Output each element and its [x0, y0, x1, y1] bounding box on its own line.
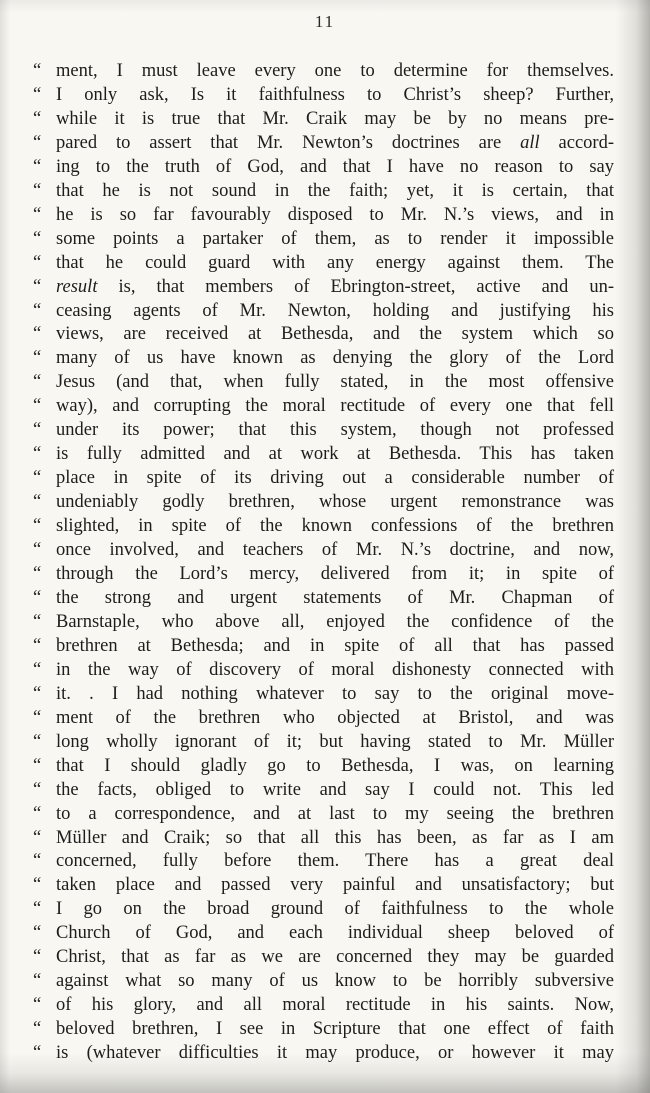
text-line: [33, 443, 614, 467]
text-line: [33, 874, 614, 898]
text-line: [33, 323, 614, 347]
text-line: [33, 515, 614, 539]
line-text: concerned, fully before them. There has a great deal: [56, 851, 614, 872]
quote-mark: “: [33, 276, 42, 297]
line-text: place in spite of its driving out a considerable number of: [56, 468, 614, 489]
text-line: [33, 252, 614, 276]
line-text: long wholly ignorant of it; but having stated to Mr. Müller: [56, 731, 614, 752]
line-text: of his glory, and all moral rectitude in his saints. Now,: [56, 995, 614, 1016]
quote-mark: “: [33, 180, 42, 201]
text-line: [33, 994, 614, 1018]
line-text: slighted, in spite of the known confessions of the brethren: [56, 516, 614, 537]
text-line: [33, 898, 614, 922]
line-text: ment, I must leave every one to determine for themselves.: [56, 61, 614, 81]
quote-mark: “: [33, 228, 42, 249]
text-line: [33, 563, 614, 587]
quote-mark: “: [33, 947, 42, 968]
quote-mark: “: [33, 875, 42, 896]
line-text: that he could guard with any energy against them. The: [56, 252, 614, 273]
text-line: [33, 300, 614, 324]
quote-mark: “: [33, 396, 42, 417]
quote-mark: “: [33, 1019, 42, 1040]
text-block: [33, 60, 614, 1066]
line-text: Müller and Craik; so that all this has been, as far as I am: [56, 827, 614, 848]
text-line: [33, 276, 614, 300]
quote-mark: “: [33, 156, 42, 177]
quote-mark: “: [33, 468, 42, 489]
line-text: under its power; that this system, though not professed: [56, 420, 614, 441]
quote-mark: “: [33, 564, 42, 585]
line-text: Barnstaple, who above all, enjoyed the confidence of the: [56, 611, 614, 632]
quote-mark: “: [33, 755, 42, 776]
quote-mark: “: [33, 851, 42, 872]
quote-mark: “: [33, 444, 42, 465]
line-text: pared to assert that Mr. Newton’s doctrines are all accord-: [56, 132, 614, 153]
quote-mark: “: [33, 971, 42, 992]
line-text: ing to the truth of God, and that I have no reason to say: [56, 156, 614, 177]
quote-mark: “: [33, 540, 42, 561]
line-text: the strong and urgent statements of Mr. Chapman of: [56, 587, 614, 608]
line-text: is fully admitted and at work at Bethesda. This has taken: [56, 444, 614, 465]
text-line: [33, 827, 614, 851]
text-line: [33, 539, 614, 563]
quote-mark: “: [33, 803, 42, 824]
quote-mark: “: [33, 204, 42, 225]
text-line: [33, 60, 614, 84]
text-line: [33, 803, 614, 827]
line-text: brethren at Bethesda; and in spite of all that has passed: [56, 635, 614, 656]
text-line: [33, 419, 614, 443]
text-line: [33, 970, 614, 994]
text-line: [33, 467, 614, 491]
quote-mark: “: [33, 1043, 42, 1064]
quote-mark: “: [33, 635, 42, 656]
quote-mark: “: [33, 779, 42, 800]
line-text: I only ask, Is it faithfulness to Christ’s sheep? Further,: [56, 84, 614, 105]
quote-mark: “: [33, 84, 42, 105]
quote-mark: “: [33, 827, 42, 848]
line-text: undeniably godly brethren, whose urgent remonstrance was: [56, 492, 614, 513]
text-line: [33, 922, 614, 946]
quote-mark: “: [33, 516, 42, 537]
line-text: he is so far favourably disposed to Mr. N.’s views, and in: [56, 204, 614, 225]
line-text: Jesus (and that, when fully stated, in the most offensive: [56, 372, 614, 393]
quote-mark: “: [33, 348, 42, 369]
line-text: that he is not sound in the faith; yet, it is certain, that: [56, 180, 614, 201]
line-text: I go on the broad ground of faithfulness to the whole: [56, 899, 614, 920]
line-text: ment of the brethren who objected at Bristol, and was: [56, 707, 614, 728]
line-text: views, are received at Bethesda, and the system which so: [56, 324, 614, 345]
text-line: [33, 731, 614, 755]
quote-mark: “: [33, 132, 42, 153]
text-line: [33, 84, 614, 108]
text-line: [33, 132, 614, 156]
text-line: [33, 491, 614, 515]
quote-mark: “: [33, 707, 42, 728]
text-line: [33, 228, 614, 252]
text-line: [33, 156, 614, 180]
line-text: once involved, and teachers of Mr. N.’s doctrine, and now,: [56, 540, 614, 561]
text-line: [33, 850, 614, 874]
quote-mark: “: [33, 492, 42, 513]
line-text: beloved brethren, I see in Scripture that one effect of faith: [56, 1019, 614, 1040]
quote-mark: “: [33, 659, 42, 680]
text-line: [33, 755, 614, 779]
text-line: [33, 108, 614, 132]
text-line: [33, 611, 614, 635]
line-text: some points a partaker of them, as to render it impossible: [56, 228, 614, 249]
text-line: [33, 395, 614, 419]
quote-mark: “: [33, 587, 42, 608]
text-line: [33, 946, 614, 970]
line-text: taken place and passed very painful and unsatisfactory; but: [56, 875, 614, 896]
line-text: in the way of discovery of moral dishonesty connected with: [56, 659, 614, 680]
line-text: many of us have known as denying the glory of the Lord: [56, 348, 614, 369]
line-text: result is, that members of Ebrington-street, active and un-: [56, 276, 614, 297]
line-text: Church of God, and each individual sheep beloved of: [56, 923, 614, 944]
line-text: the facts, obliged to write and say I could not. This led: [56, 779, 614, 800]
quote-mark: “: [33, 731, 42, 752]
line-text: to a correspondence, and at last to my seeing the brethren: [56, 803, 614, 824]
quote-mark: “: [33, 324, 42, 345]
text-line: [33, 587, 614, 611]
line-text: against what so many of us know to be horribly subversive: [56, 971, 614, 992]
quote-mark: “: [33, 252, 42, 273]
line-text: while it is true that Mr. Craik may be by no means pre-: [56, 108, 614, 129]
page-number: 11: [314, 12, 336, 31]
line-text: through the Lord’s mercy, delivered from it; in spite of: [56, 564, 614, 585]
quote-mark: “: [33, 611, 42, 632]
quote-mark: “: [33, 923, 42, 944]
line-text: way), and corrupting the moral rectitude of every one that fell: [56, 396, 614, 417]
text-line: [33, 635, 614, 659]
quote-mark: “: [33, 372, 42, 393]
line-text: Christ, that as far as we are concerned they may be guarded: [56, 947, 614, 968]
line-text: that I should gladly go to Bethesda, I was, on learning: [56, 755, 614, 776]
text-line: [33, 659, 614, 683]
quote-mark: “: [33, 683, 42, 704]
quote-mark: “: [33, 108, 42, 129]
quote-mark: “: [33, 300, 42, 321]
quote-mark: “: [33, 61, 42, 81]
text-line: [33, 371, 614, 395]
quote-mark: “: [33, 899, 42, 920]
line-text: ceasing agents of Mr. Newton, holding and justifying his: [56, 300, 614, 321]
text-line: [33, 1018, 614, 1042]
quote-mark: “: [33, 995, 42, 1016]
quote-mark: “: [33, 420, 42, 441]
text-line: [33, 1042, 614, 1066]
text-line: [33, 707, 614, 731]
line-text: it. . I had nothing whatever to say to the original move-: [56, 683, 614, 704]
line-text: is (whatever difficulties it may produce, or however it may: [56, 1043, 614, 1064]
text-line: [33, 683, 614, 707]
text-line: [33, 180, 614, 204]
text-line: [33, 347, 614, 371]
text-line: [33, 204, 614, 228]
text-line: [33, 779, 614, 803]
